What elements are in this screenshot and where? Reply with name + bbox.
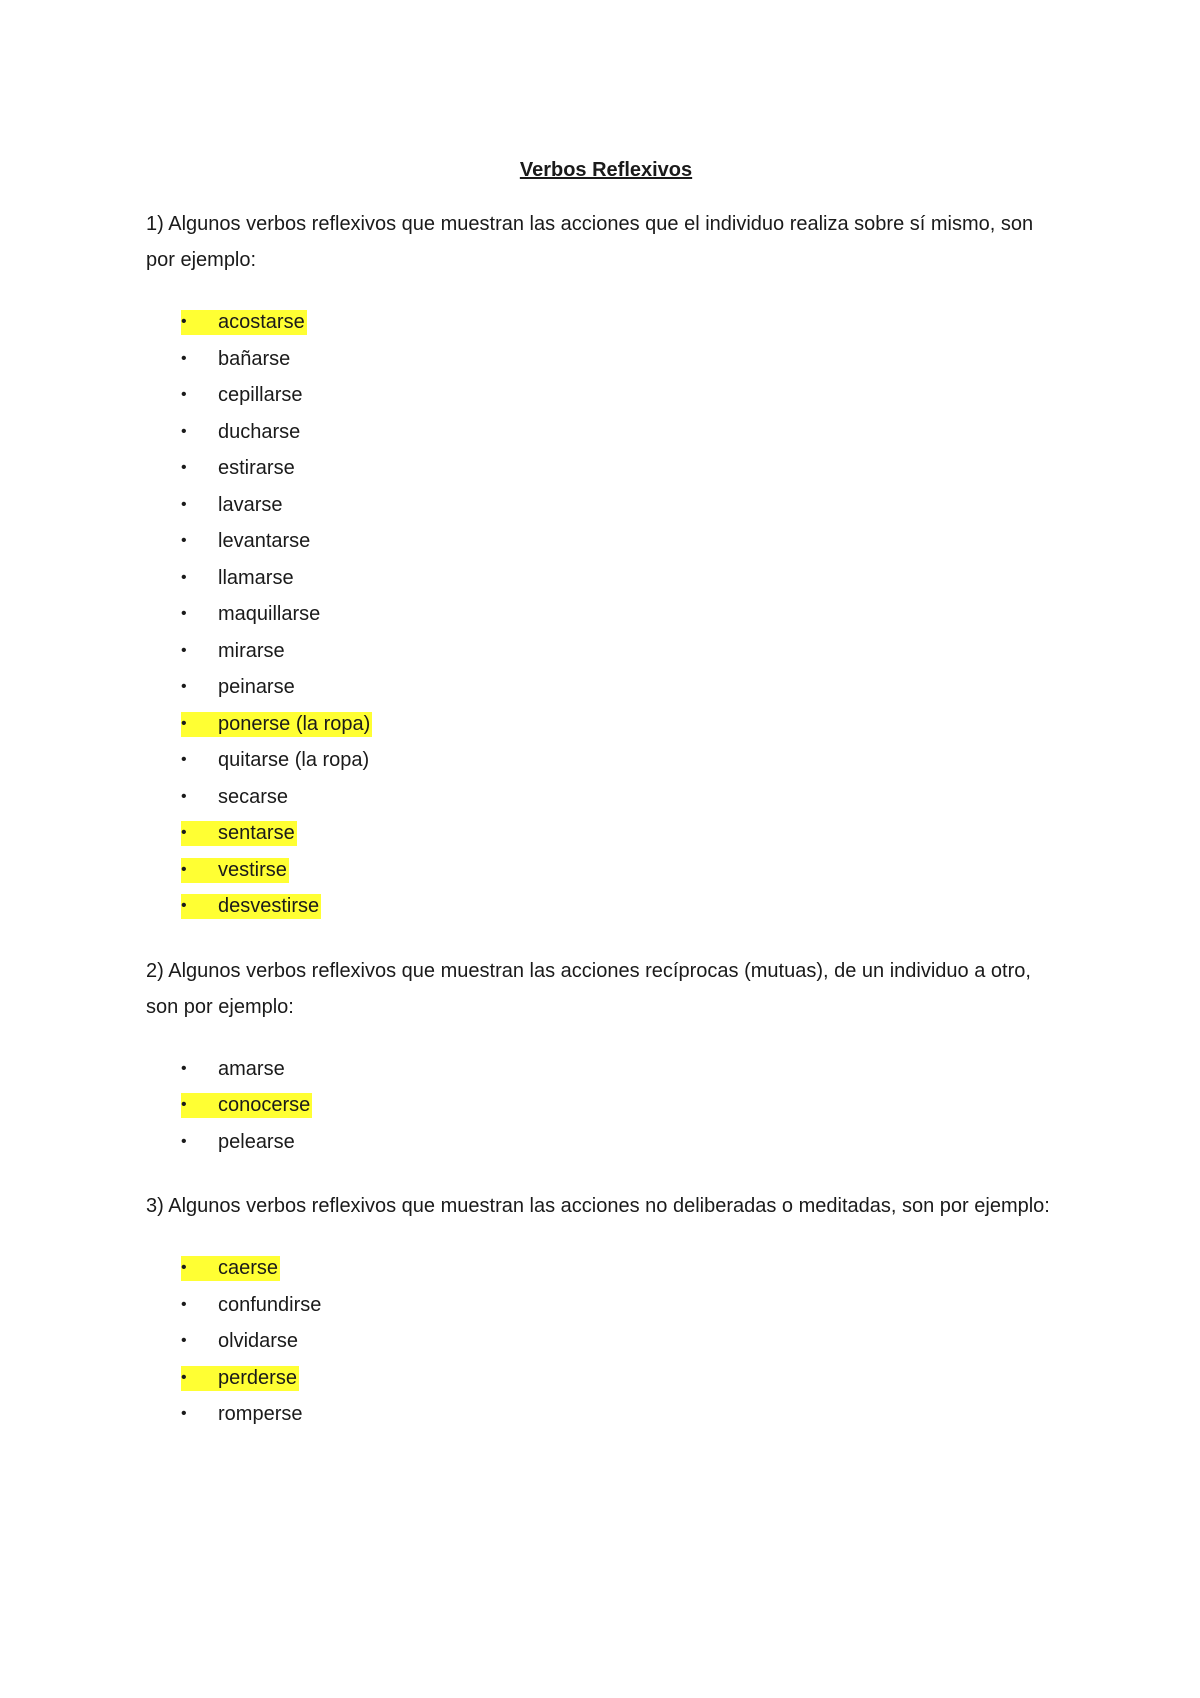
bullet-icon: • [181, 860, 187, 878]
bullet-icon: • [181, 1059, 187, 1077]
list-item [146, 1396, 1066, 1433]
verb-text: levantarse [218, 530, 311, 552]
section-3 [146, 1188, 1066, 1433]
list-item [146, 1250, 1066, 1287]
verb-text: desvestirse [218, 895, 320, 917]
list-item [146, 450, 1066, 487]
bullet-icon: • [181, 1405, 187, 1422]
verb-list [146, 1250, 1066, 1433]
verb-text: maquillarse [218, 603, 321, 625]
bullet-icon: • [181, 678, 187, 695]
list-item [146, 669, 1066, 706]
verb-text: estirarse [218, 457, 295, 479]
list-item [146, 1124, 1066, 1161]
bullet-icon: • [181, 422, 187, 440]
bullet-icon: • [181, 1096, 187, 1113]
verb-text: romperse [218, 1403, 303, 1425]
list-item [146, 560, 1066, 597]
bullet-icon: • [181, 1132, 187, 1150]
verb-text: peinarse [218, 676, 295, 698]
verb-text: sentarse [218, 822, 295, 844]
verb-text: bañarse [218, 347, 291, 370]
verb-text: cepillarse [218, 384, 303, 406]
bullet-icon: • [181, 568, 187, 586]
bullet-icon: • [181, 751, 187, 768]
verb-text: perderse [218, 1366, 297, 1389]
bullet-icon: • [181, 1295, 187, 1313]
bullet-icon: • [181, 495, 187, 513]
list-item [146, 596, 1066, 633]
list-item [146, 487, 1066, 524]
list-item [146, 1087, 1066, 1124]
verb-text: amarse [218, 1057, 285, 1080]
list-item [146, 888, 1066, 925]
bullet-icon: • [181, 459, 187, 476]
verb-text: quitarse (la ropa) [218, 749, 370, 771]
section-intro: 3) Algunos verbos reflexivos que muestran las acciones no deliberadas o meditadas, son por ejemplo: [146, 1195, 1050, 1217]
bullet-icon: • [181, 1368, 187, 1386]
verb-text: pelearse [218, 1130, 295, 1153]
list-item [146, 341, 1066, 378]
bullet-icon: • [181, 824, 187, 841]
section-1 [146, 206, 1066, 925]
list-item [146, 706, 1066, 743]
page-title: Verbos Reflexivos [519, 159, 693, 181]
bullet-icon: • [181, 349, 187, 367]
bullet-icon: • [181, 313, 187, 330]
verb-list [146, 1051, 1066, 1161]
document-body [146, 150, 1066, 1461]
bullet-icon: • [181, 1259, 187, 1276]
verb-text: ponerse (la ropa) [218, 712, 371, 735]
bullet-icon: • [181, 787, 187, 805]
bullet-icon: • [181, 714, 187, 732]
list-item [146, 414, 1066, 451]
list-item [146, 1360, 1066, 1397]
list-item [146, 742, 1066, 779]
list-item [146, 523, 1066, 560]
list-item [146, 304, 1066, 341]
list-item [146, 1287, 1066, 1324]
sections-container [146, 206, 1066, 1433]
verb-text: confundirse [218, 1293, 322, 1316]
verb-text: caerse [218, 1257, 279, 1279]
bullet-icon: • [181, 641, 187, 659]
verb-list [146, 304, 1066, 925]
list-item [146, 633, 1066, 670]
list-item [146, 815, 1066, 852]
verb-text: vestirse [218, 858, 287, 881]
list-item [146, 377, 1066, 414]
bullet-icon: • [181, 532, 187, 549]
verb-text: conocerse [218, 1094, 311, 1116]
bullet-icon: • [181, 386, 187, 403]
list-item [146, 1323, 1066, 1360]
section-2 [146, 953, 1066, 1161]
section-intro: 1) Algunos verbos reflexivos que muestran las acciones que el individuo realiza sobre sí mismo, son por ejemplo: [146, 213, 1034, 271]
verb-text: ducharse [218, 420, 301, 443]
list-item [146, 779, 1066, 816]
verb-text: acostarse [218, 311, 305, 333]
bullet-icon: • [181, 605, 187, 622]
verb-text: mirarse [218, 639, 285, 662]
list-item [146, 1051, 1066, 1088]
verb-text: lavarse [218, 493, 283, 516]
bullet-icon: • [181, 897, 187, 914]
verb-text: olvidarse [218, 1330, 299, 1352]
bullet-icon: • [181, 1332, 187, 1349]
section-intro: 2) Algunos verbos reflexivos que muestran las acciones recíprocas (mutuas), de un individuo a otro, son por ejemplo: [146, 959, 1031, 1018]
verb-text: secarse [218, 785, 289, 808]
verb-text: llamarse [218, 566, 294, 589]
list-item [146, 852, 1066, 889]
